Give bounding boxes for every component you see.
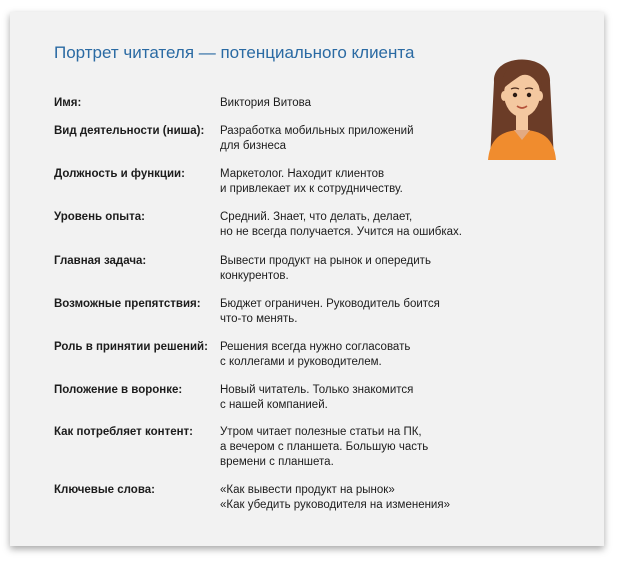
persona-row-value-line: времени с планшета.: [220, 456, 334, 468]
persona-row-value-line: Бюджет ограничен. Руководитель боится: [220, 298, 440, 310]
persona-row-label: Положение в воронке:: [54, 384, 183, 396]
persona-row-value-line: Разработка мобильных приложений: [220, 125, 414, 137]
persona-row-value-line: с коллегами и руководителем.: [220, 356, 382, 368]
persona-row-value-line: с нашей компанией.: [220, 399, 328, 411]
persona-row-value-line: Решения всегда нужно согласовать: [220, 341, 411, 353]
persona-row-value-line: а вечером с планшета. Большую часть: [220, 441, 429, 453]
persona-row-value: [220, 210, 520, 240]
persona-row-value: [220, 483, 520, 513]
persona-row-value-line: но не всегда получается. Учится на ошибках.: [220, 226, 462, 238]
persona-row-value-line: Виктория Витова: [220, 97, 312, 109]
persona-row-label: Должность и функции:: [54, 168, 185, 180]
persona-row-value-line: что-то менять.: [220, 313, 298, 325]
persona-row-value-line: и привлекает их к сотрудничеству.: [220, 183, 403, 195]
persona-row-value: [220, 340, 520, 370]
persona-row-label: Роль в принятии решений:: [54, 341, 208, 353]
persona-row-value-line: Вывести продукт на рынок и опередить: [220, 255, 431, 267]
persona-row-value: [220, 297, 520, 327]
persona-row-label: Главная задача:: [54, 255, 147, 267]
persona-row-label: Вид деятельности (ниша):: [54, 125, 205, 137]
persona-row-value-line: «Как убедить руководителя на изменения»: [220, 499, 450, 511]
persona-card: [10, 12, 604, 546]
persona-row-value: [220, 425, 520, 470]
persona-row-value: [220, 124, 520, 154]
persona-row-value: [220, 167, 520, 197]
card-title: Портрет читателя — потенциального клиента: [54, 43, 415, 62]
persona-row-value-line: конкурентов.: [220, 270, 289, 282]
persona-row-value: [220, 96, 520, 111]
persona-row-value-line: Маркетолог. Находит клиентов: [220, 168, 385, 180]
persona-row-value: [220, 383, 520, 413]
persona-row-value-line: Утром читает полезные статьи на ПК,: [220, 426, 422, 438]
persona-row-value-line: Средний. Знает, что делать, делает,: [220, 211, 413, 223]
persona-row-label: Как потребляет контент:: [54, 426, 194, 438]
persona-row-value: [220, 254, 520, 284]
persona-row-value-line: для бизнеса: [220, 140, 287, 152]
persona-row-value-line: «Как вывести продукт на рынок»: [220, 484, 395, 496]
persona-row-label: Возможные препятствия:: [54, 298, 201, 310]
persona-row-label: Имя:: [54, 97, 82, 109]
persona-row-label: Ключевые слова:: [54, 484, 155, 496]
persona-row-value-line: Новый читатель. Только знакомится: [220, 384, 414, 396]
persona-row-label: Уровень опыта:: [54, 211, 145, 223]
